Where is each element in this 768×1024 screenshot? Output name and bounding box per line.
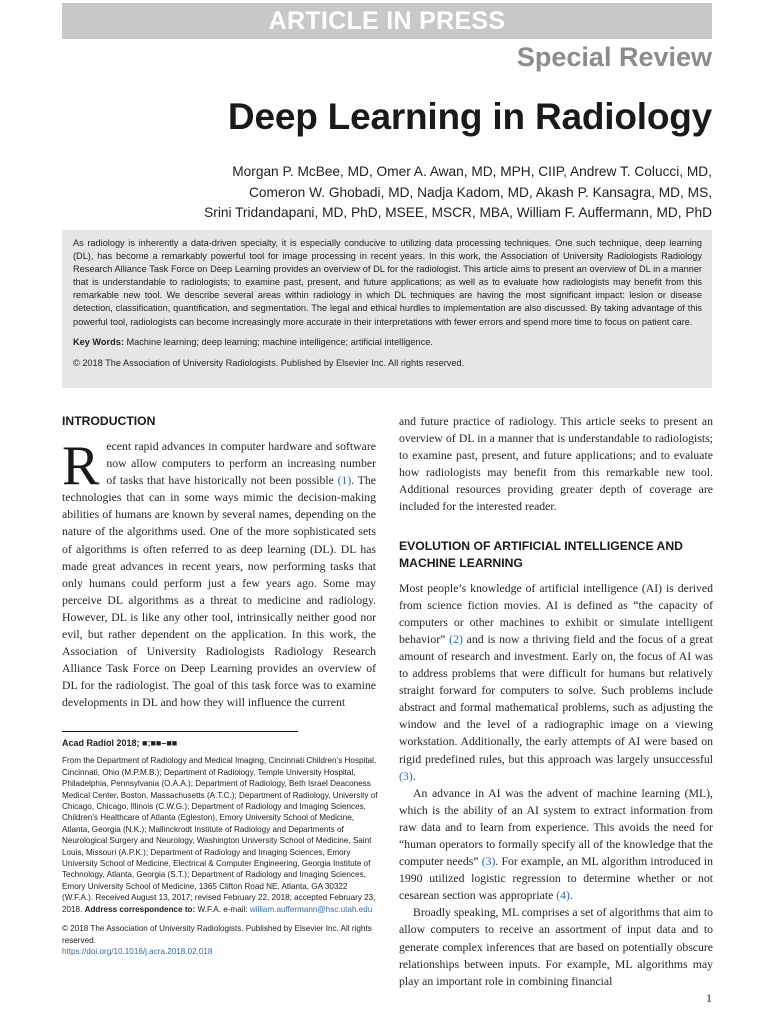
- author-line: Srini Tridandapani, MD, PhD, MSEE, MSCR, MBA, William F. Auffermann, MD, PhD: [204, 205, 712, 220]
- footnote: [62, 738, 378, 957]
- reference-link[interactable]: (3): [481, 855, 496, 869]
- abstract-copyright: © 2018 The Association of University Radiologists. Published by Elsevier Inc. All rights reserved.: [73, 357, 465, 368]
- abstract-text: As radiology is inherently a data-driven specialty, it is especially conducive to utilizing data processing techniques. One such technique, deep learning (DL), has become a remarkably powerful tool for image processing in recent years. In this work, the Association of University Radiologists Radiology Research Alliance Task Force on Deep Learning provides an overview of DL for the radiologist. This article aims to present an overview of DL in a manner that is understandable to radiologists; to examine past, present, and future applications; as well as to evaluate how radiologists may benefit from this remarkable new tool. We describe several areas within radiology in which DL techniques are having the most significant impact: lesion or disease detection, classification, quantification, and segmentation. The legal and ethical hurdles to implementation are also discussed. By taking advantage of this powerful tool, radiologists can become increasingly more accurate in their interpretations with fewer errors and spend more time to focus on patient care.: [73, 238, 702, 327]
- keywords-text: Machine learning; deep learning; machine intelligence; artificial intelligence.: [126, 336, 433, 347]
- intro-text-b: . The technologies that can in some ways mimic the decision-making abilities of humans are known by several names, depending on the nature of the algorithms used. One of the more sophisticated sets of algorithms is often referred to as deep learning (DL). DL has made great advances in recent years, now performing tasks that only humans could perform just a few years ago. Some may perceive DL algorithms as a threat to medicine and radiology. However, DL is like any other tool, intrinsically neither good nor evil, but rather dependent on the application. In this work, the Association of University Radiologists Radiology Research Alliance Task Force on Deep Learning provides an overview of DL for the radiologist. The goal of this task force was to examine developments in DL and how they will influence the current: [62, 474, 376, 710]
- article-title: Deep Learning in Radiology: [227, 96, 712, 137]
- page-number: 1: [706, 991, 712, 1005]
- author-list: [92, 162, 712, 224]
- evolution-paragraph-3: Broadly speaking, ML comprises a set of algorithms that aim to allow computers to receive an assortment of input data and to generate complex inferences that are based on potentially obscure relationships between inputs. For example, ML algorithms may play an important role in combining financial: [399, 906, 713, 988]
- evolution-text: .: [569, 889, 573, 903]
- evolution-paragraph-1: [399, 580, 713, 785]
- keywords: [73, 336, 702, 349]
- reference-link[interactable]: (1): [337, 474, 352, 488]
- correspondence-text: W.F.A. e-mail:: [195, 904, 250, 914]
- affiliations: [62, 755, 378, 915]
- reference-link[interactable]: (3): [399, 769, 413, 783]
- reference-link[interactable]: (2): [449, 632, 463, 646]
- introduction-heading: INTRODUCTION: [62, 414, 156, 428]
- journal-citation: Acad Radiol 2018; ■:■■–■■: [62, 738, 178, 748]
- evolution-paragraph-2: [399, 785, 713, 905]
- right-column: [399, 413, 713, 990]
- evolution-text: An advance in AI was the advent of machine learning (ML), which is the ability of an AI system to extract information from raw data and to learn from experience. This avoids the need for “human operators to formally specify all of the knowledge that the computer needs”: [399, 786, 713, 869]
- abstract-box: [62, 230, 712, 388]
- evolution-text: .: [412, 769, 416, 783]
- evolution-text: and is now a thriving field and the focus of a great amount of research and investment. Early on, the focus of AI was to address problems that were difficult for humans but relatively straight forward for computers to solve. Such problems include abstract and formal mathematical problems, such as adjusting the window and the level of a radiographic image on a viewing workstation. Additionally, the early attempts of AI were based on rigid predefined rules, but this approach was largely unsuccessful: [399, 632, 714, 766]
- doi-link[interactable]: https://doi.org/10.1016/j.acra.2018.02.018: [62, 946, 213, 956]
- evolution-heading: EVOLUTION OF ARTIFICIAL INTELLIGENCE AND MACHINE LEARNING: [399, 538, 683, 570]
- drop-cap: R: [62, 435, 100, 497]
- evolution-text: Most people’s knowledge of artificial intelligence (AI) is derived from science fiction movies. AI is defined as “the capacity of computers or other machines to exhibit or simulate intelligent behavior”: [399, 581, 713, 646]
- author-line: Morgan P. McBee, MD, Omer A. Awan, MD, MPH, CIIP, Andrew T. Colucci, MD,: [232, 164, 712, 179]
- affiliations-text: From the Department of Radiology and Medical Imaging, Cincinnati Children’s Hospital, Cincinnati, Ohio (M.P.M.B.); Department of Radiology, Temple University Hospital, Philadelphia, Pennsylvania (O.A.A.); Department of Radiology, Beth Israel Deaconess Medical Center, Boston, Massachusetts (A.T.C.); Department of Radiology, University of Chicago, Chicago, Illinois (C.W.G.); Department of Radiology and Imaging Sciences, Children’s Healthcare of Atlanta (Egleston), Emory University School of Medicine, Atlanta, Georgia (N.K.); Mallinckrodt Institute of Radiology and Departments of Neurological Surgery and Neurology, Washington University School of Medicine, Saint Louis, Missouri (A.P.K.); Department of Radiology and Imaging Sciences, Emory University School of Medicine, Electrical & Computer Engineering, Georgia Institute of Technology, Atlanta, Georgia (S.T.); Department of Radiology and Imaging Sciences, Emory University School of Medicine, 1365 Clifton Road NE, Atlanta, GA 30322 (W.F.A.). Received August 13, 2017; revised February 22, 2018; accepted February 23, 2018.: [62, 756, 378, 914]
- keywords-label: Key Words:: [73, 336, 124, 347]
- left-column: [62, 413, 376, 712]
- section-label: Special Review: [516, 42, 712, 72]
- correspondence-label: Address correspondence to:: [84, 904, 196, 914]
- intro-text-a: ecent rapid advances in computer hardware and software now allow computers to perform an increasing number of tasks that have historically not been possible: [106, 440, 376, 488]
- article-in-press-banner: ARTICLE IN PRESS: [62, 3, 712, 39]
- intro-paragraph: [62, 435, 376, 712]
- author-line: Comeron W. Ghobadi, MD, Nadja Kadom, MD, Akash P. Kansagra, MD, MS,: [248, 184, 712, 200]
- reference-link[interactable]: (4): [556, 889, 570, 903]
- email-link[interactable]: william.auffermann@hsc.utah.edu: [249, 904, 373, 914]
- footnote-divider: [62, 731, 298, 732]
- intro-continued: and future practice of radiology. This article seeks to present an overview of DL in a manner that is understandable to radiologists; to examine past, present, and future applications; and to evaluate how radiologists may benefit from this remarkable new tool. Additional resources providing greater depth of coverage are included for the interested reader.: [399, 415, 713, 514]
- footnote-copyright: © 2018 The Association of University Radiologists. Published by Elsevier Inc. All rights reserved.: [62, 924, 372, 945]
- evolution-text: . For example, an ML algorithm introduced in 1990 utilized logistic regression to determine whether or not cesarean section was appropriate: [399, 855, 713, 903]
